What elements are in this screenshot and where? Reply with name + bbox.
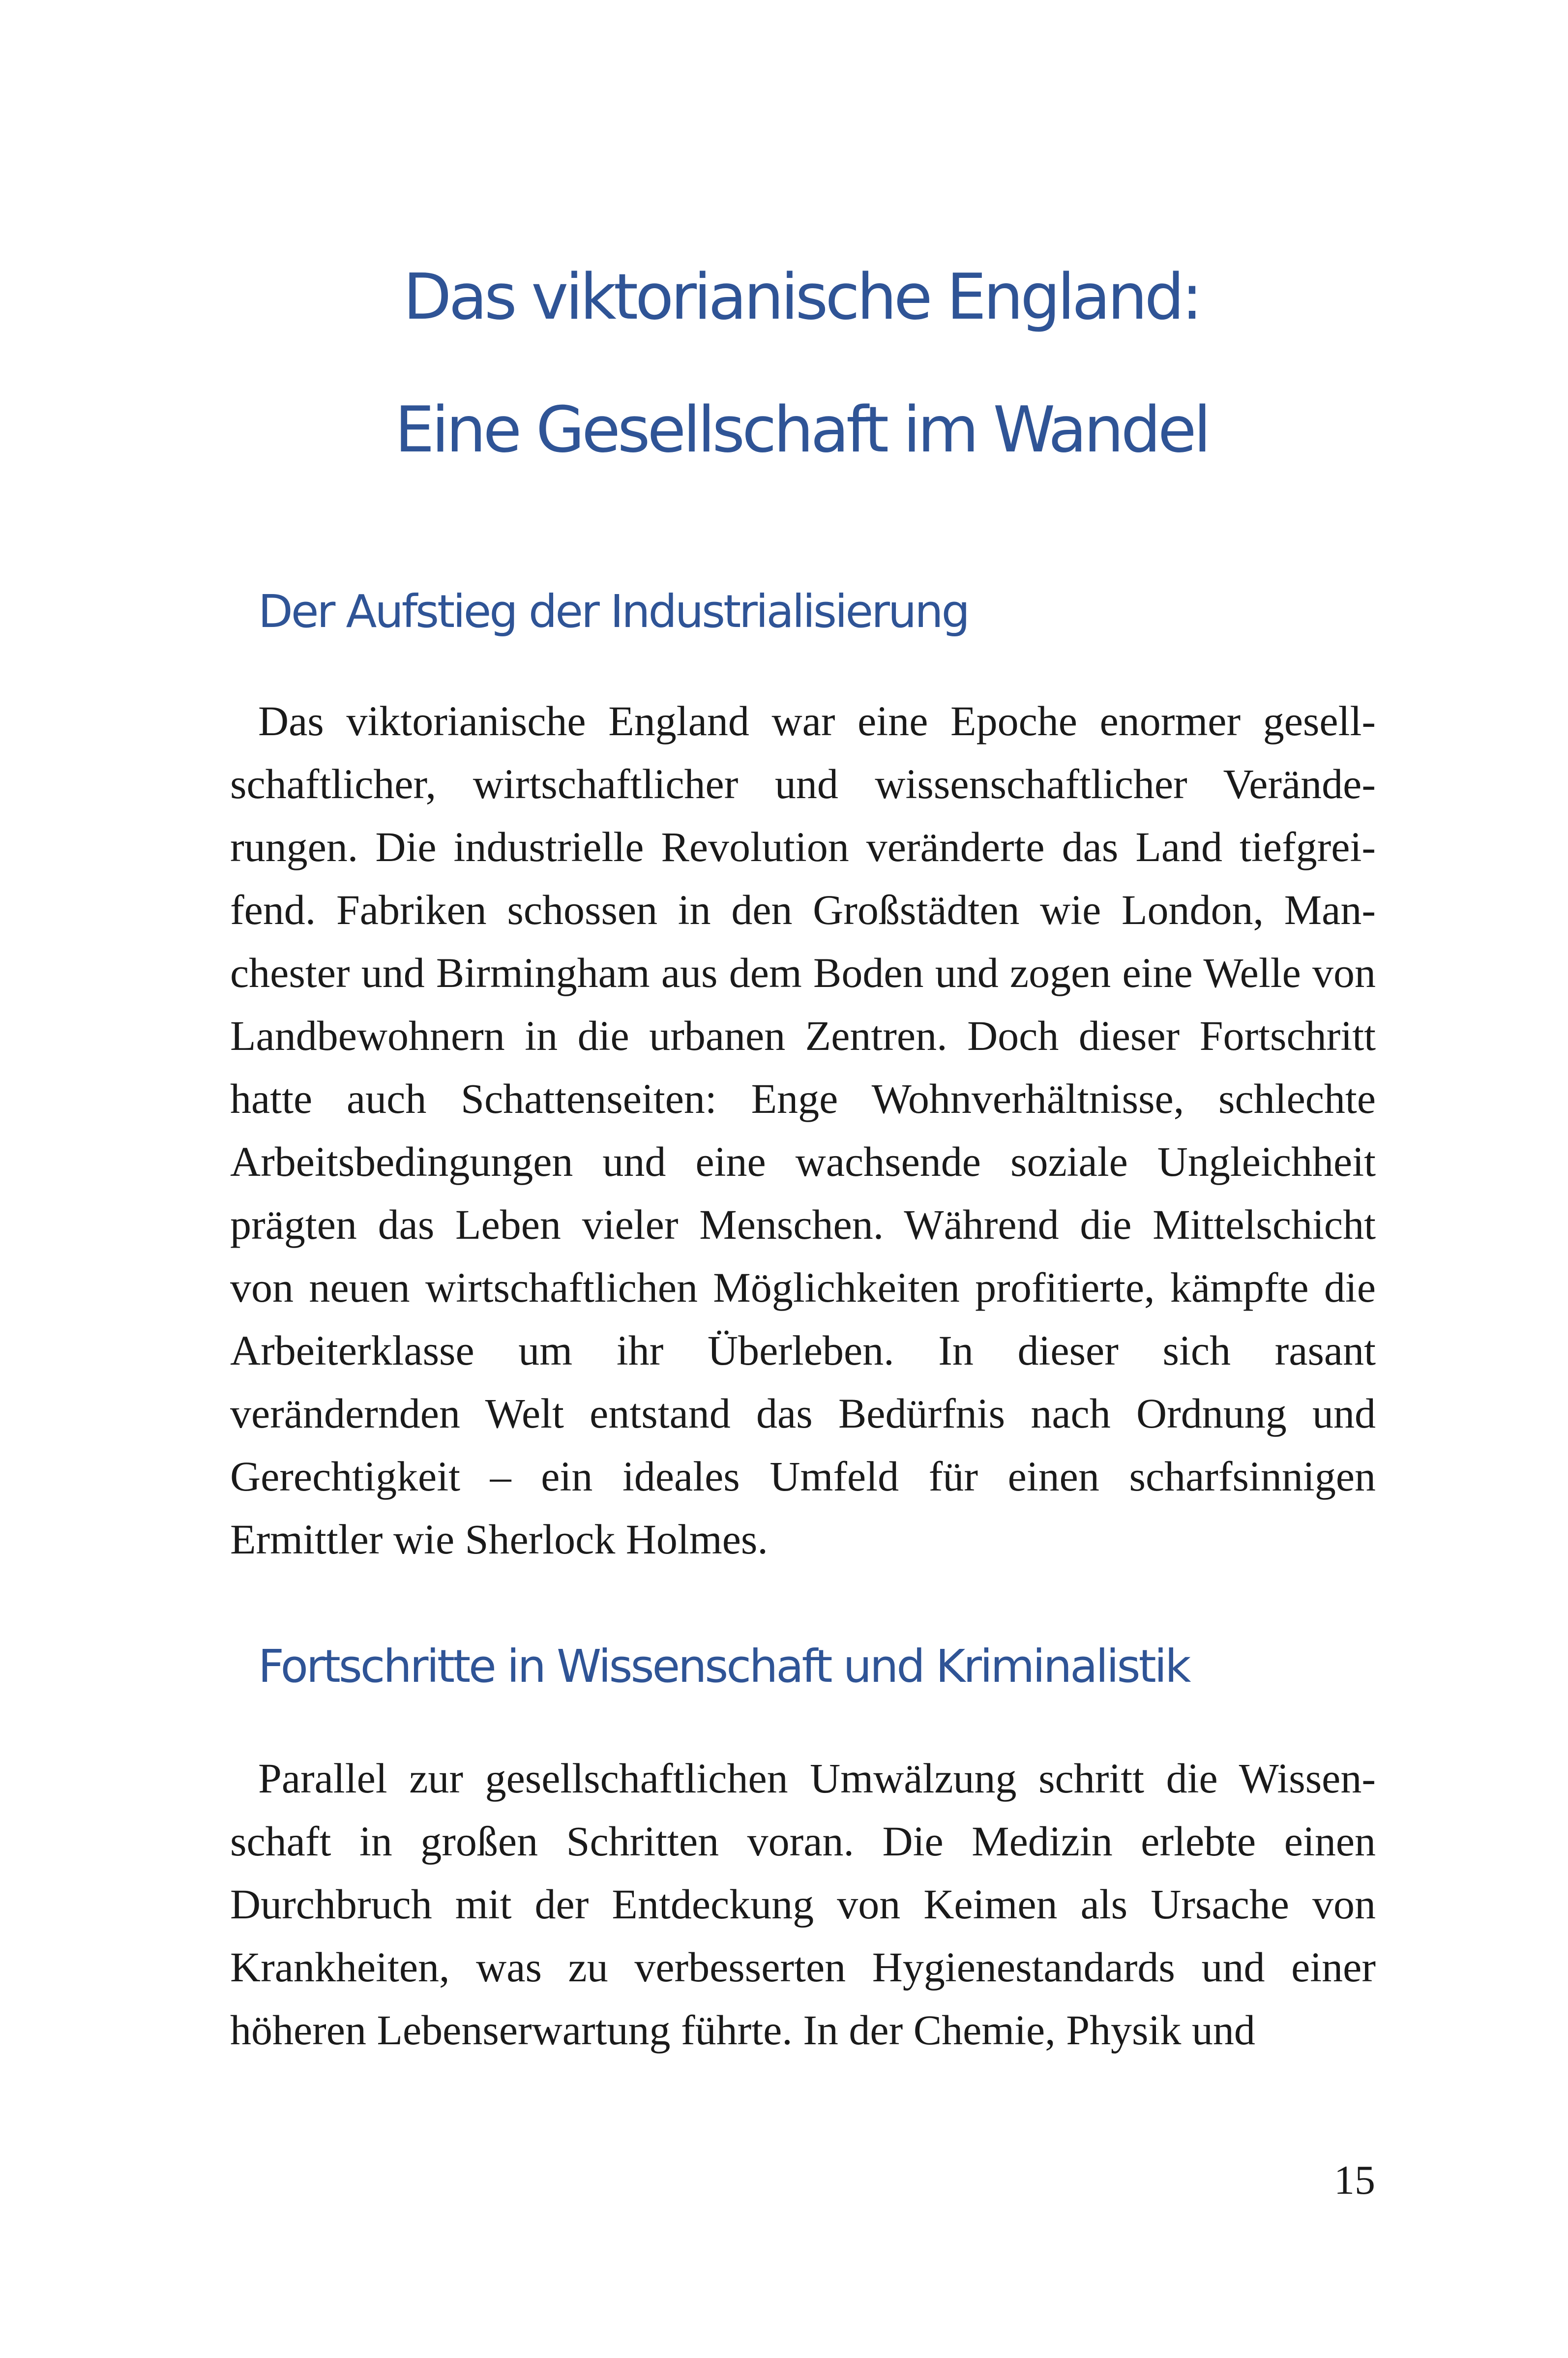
chapter-title-line-1: Das viktorianische England: (403, 261, 1200, 334)
chapter-title-line-2: Eine Gesellschaft im Wandel (394, 393, 1209, 467)
section-heading: Der Aufstieg der Industrialisierung (258, 585, 968, 638)
body-paragraph: Das viktorianische England war eine Epoche enormer gesellschaftlicher, wirtschaftlicher und wissenschaftlicher Veränderungen. Die industrielle Revolution veränderte das Land tiefgreifend. Fabriken schossen in den Großstädten wie London, Manchester und Birmingham aus dem Boden und zogen eine Welle von Landbewohnern in die urbanen Zentren. Doch dieser Fortschritt hatte auch Schattenseiten: Enge Wohnverhältnisse, schlechte Arbeitsbedingungen und eine wachsende soziale Ungleichheit prägten das Leben vieler Menschen. Während die Mittelschicht von neuen wirtschaftlichen Möglichkeiten profitierte, kämpfte die Arbeiterklasse um ihr Überleben. In dieser sich rasant verändernden Welt entstand das Bedürfnis nach Ordnung und Gerechtigkeit – ein ideales Umfeld für einen scharfsinnigen Ermittler wie Sherlock Holmes. (230, 697, 1376, 1563)
page-number: 15 (1334, 2157, 1375, 2203)
section-heading: Fortschritte in Wissenschaft und Kriminalistik (258, 1640, 1189, 1693)
body-paragraph: Parallel zur gesellschaftlichen Umwälzung schritt die Wissenschaft in großen Schritten voran. Die Medizin erlebte einen Durchbruch mit der Entdeckung von Keimen als Ursache von Krankheiten, was zu verbesserten Hygienestandards und einer höheren Lebenserwartung führte. In der Chemie, Physik und (230, 1755, 1376, 2054)
chapter-title (226, 231, 1377, 497)
